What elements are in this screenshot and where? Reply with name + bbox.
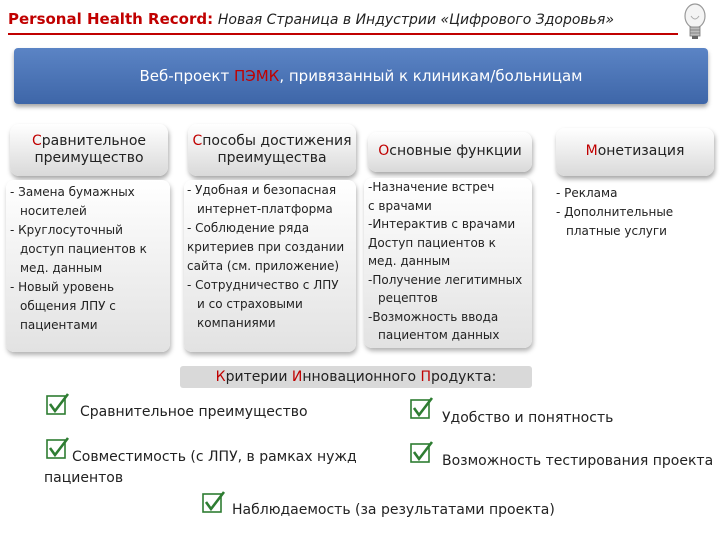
head-text: равнительное (41, 132, 147, 149)
list-line: - Удобная и безопасная (187, 183, 337, 197)
banner (14, 48, 708, 104)
list-line: с врачами (368, 198, 432, 213)
list-line: мед. данным (20, 261, 103, 275)
criteria-header (180, 366, 532, 388)
title-rest: Новая Страница в Индустрии «Цифрового Здоровья» (217, 12, 614, 28)
criterion-item: Сравнительное преимущество (80, 404, 308, 420)
list-line: -Интерактив с врачами (368, 217, 516, 231)
banner-pre: Веб-проект (139, 67, 234, 85)
list-line: сайта (см. приложение) (187, 259, 340, 273)
criteria-letter: К (215, 369, 226, 385)
list-line: -Назначение встреч (368, 180, 495, 194)
column-body-functions (364, 178, 532, 348)
head-first-letter: С (192, 132, 203, 149)
criteria-word: ритерии (225, 369, 292, 385)
head-text: пособы достижения (202, 132, 352, 149)
head-first-letter: О (378, 143, 390, 160)
list-line: носителей (20, 204, 87, 218)
list-line: - Реклама (556, 186, 618, 200)
list-line: рецептов (378, 291, 438, 305)
title-underline (8, 33, 678, 35)
banner-highlight: ПЭМК (233, 67, 280, 85)
list-line: - Сотрудничество с ЛПУ (187, 278, 339, 292)
head-first-letter: С (31, 132, 42, 149)
criteria-letter: И (291, 369, 303, 385)
banner-post: , привязанный к клиникам/больницам (279, 67, 583, 85)
criterion-item: Наблюдаемость (за результатами проекта) (232, 502, 555, 518)
column-head-monetization (556, 128, 714, 176)
list-line: -Возможность ввода (368, 309, 499, 324)
column-body-monetization (556, 184, 716, 241)
head-text-line2: преимущества (217, 150, 327, 166)
list-line: - Новый уровень (10, 280, 115, 294)
column-body-advantage (6, 180, 170, 352)
column-head-functions (368, 132, 532, 172)
criterion-item: Совместимость (с ЛПУ, в рамках нужд (72, 449, 357, 465)
checkbox-checked-icon (410, 440, 434, 464)
list-line: Доступ пациентов к (368, 235, 496, 250)
head-text: сновные функции (389, 143, 522, 160)
list-line: критериев при создании (187, 240, 345, 254)
list-line: мед. данным (368, 254, 451, 268)
list-line: - Круглосуточный (10, 223, 123, 237)
head-text-line2: преимущество (34, 150, 144, 166)
criteria-word: нновационного (302, 369, 421, 385)
head-first-letter: М (585, 143, 598, 160)
criteria-letter: П (420, 369, 432, 385)
list-line: компаниями (197, 316, 276, 330)
list-line: общения ЛПУ с (20, 299, 116, 313)
checkbox-checked-icon (410, 396, 434, 420)
list-line: интернет-платформа (197, 202, 333, 216)
head-text: онетизация (597, 143, 685, 160)
list-line: и со страховыми (197, 297, 303, 311)
list-line: - Соблюдение ряда (187, 221, 310, 235)
list-line: -Получение легитимных (368, 272, 523, 287)
checkbox-checked-icon (46, 392, 70, 416)
list-line: платные услуги (566, 224, 667, 238)
title-strong: Personal Health Record: (8, 10, 214, 28)
list-line: - Замена бумажных (10, 185, 135, 199)
column-head-methods (188, 124, 356, 176)
lightbulb-icon (680, 2, 710, 42)
checkbox-checked-icon (46, 436, 70, 460)
list-line: доступ пациентов к (20, 242, 147, 256)
list-line: пациентами (20, 318, 98, 332)
criterion-item: Возможность тестирования проекта (442, 453, 714, 469)
criteria-word: родукта: (431, 369, 497, 385)
criterion-item: Удобство и понятность (442, 410, 614, 426)
page-title (8, 10, 614, 28)
list-line: - Дополнительные (556, 205, 674, 219)
criterion-item-continued: пациентов (44, 470, 124, 486)
column-head-advantage (10, 124, 168, 176)
checkbox-checked-icon (202, 490, 226, 514)
column-body-methods (184, 180, 356, 352)
list-line: пациентом данных (378, 328, 500, 342)
